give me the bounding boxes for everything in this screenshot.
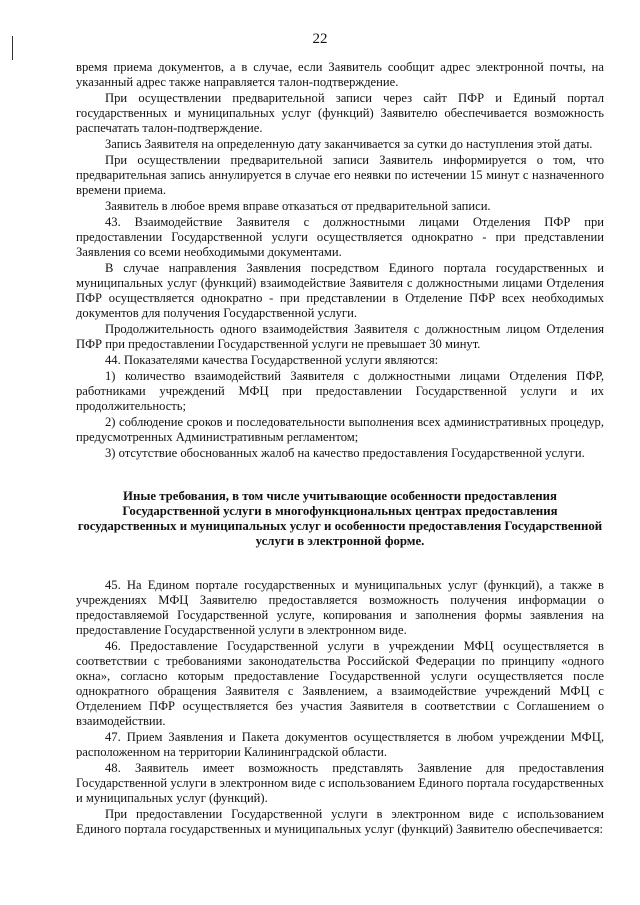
section-heading: Иные требования, в том числе учитывающие особенности предоставления Государственной услуги в многофункциональных центрах предоставления государственных и муниципальных услуг и особенности предоставления Государственной услуги в электронной форме. xyxy=(77,489,603,548)
paragraph: 48. Заявитель имеет возможность представлять Заявление для предоставления Государственной услуги в электронном виде с использованием Единого портала государственных и муниципальных услуг (функций). xyxy=(76,761,604,805)
paragraph: 44. Показателями качества Государственной услуги являются: xyxy=(105,353,439,367)
paragraph: Заявитель в любое время вправе отказаться от предварительной записи. xyxy=(105,199,491,213)
paragraph: 47. Прием Заявления и Пакета документов осуществляется в любом учреждении МФЦ, расположенном на территории Калининградской области. xyxy=(76,730,604,759)
section-mfc-electronic xyxy=(76,578,604,837)
paragraph: 1) количество взаимодействий Заявителя с должностными лицами Отделения ПФР, работниками учреждений МФЦ при предоставлении Государственной услуги и их продолжительность; xyxy=(76,369,604,413)
paragraph: При предоставлении Государственной услуги в электронном виде с использованием Единого портала государственных и муниципальных услуг (функций) Заявителю обеспечивается: xyxy=(76,807,604,836)
paragraph: В случае направления Заявления посредством Единого портала государственных и муниципальных услуг (функций) взаимодействие Заявителя с должностными лицами Отделения ПФР осуществляется однократно - при представлении в Отделение ПФР всех необходимых документов для получения Государственной услуги. xyxy=(76,261,604,320)
paragraph: 45. На Едином портале государственных и муниципальных услуг (функций), а также в учреждениях МФЦ Заявителю предоставляется возможность получения информации о предоставляемой Государственной услуге, копирования и заполнения формы заявления на предоставление Государственной услуги в электронном виде. xyxy=(76,578,604,637)
paragraph: 43. Взаимодействие Заявителя с должностными лицами Отделения ПФР при предоставлении Государственной услуги осуществляется однократно - при представлении Заявления со всеми необходимыми документами. xyxy=(76,215,604,259)
paragraph: 46. Предоставление Государственной услуги в учреждении МФЦ осуществляется в соответствии с требованиями законодательства Российской Федерации по принципу «одного окна», согласно которым предоставление Государственной услуги осуществляется после однократного обращения Заявителя с Заявлением, а взаимодействие учреждений МФЦ с Отделением ПФР осуществляется без участия Заявителя в соответствии с Соглашением о взаимодействии. xyxy=(76,639,604,728)
paragraph: 3) отсутствие обоснованных жалоб на качество предоставления Государственной услуги. xyxy=(105,446,585,460)
paragraph: Запись Заявителя на определенную дату заканчивается за сутки до наступления этой даты. xyxy=(105,137,593,151)
page-number: 22 xyxy=(312,31,328,47)
paragraph: 2) соблюдение сроков и последовательности выполнения всех административных процедур, предусмотренных Административным регламентом; xyxy=(76,415,604,444)
paragraph: время приема документов, а в случае, если Заявитель сообщит адрес электронной почты, на указанный адрес также направляется талон-подтверждение. xyxy=(76,60,604,89)
section-service-quality xyxy=(76,60,604,461)
document-body xyxy=(76,60,604,838)
paragraph: Продолжительность одного взаимодействия Заявителя с должностным лицом Отделения ПФР при предоставлении Государственной услуги не превышает 30 минут. xyxy=(76,322,604,351)
paragraph: При осуществлении предварительной записи Заявитель информируется о том, что предварительная запись аннулируется в случае его неявки по истечении 15 минут с назначенного времени приема. xyxy=(76,153,604,197)
paragraph: При осуществлении предварительной записи через сайт ПФР и Единый портал государственных и муниципальных услуг (функций) Заявителю обеспечивается возможность распечатать талон-подтверждение. xyxy=(76,91,604,135)
